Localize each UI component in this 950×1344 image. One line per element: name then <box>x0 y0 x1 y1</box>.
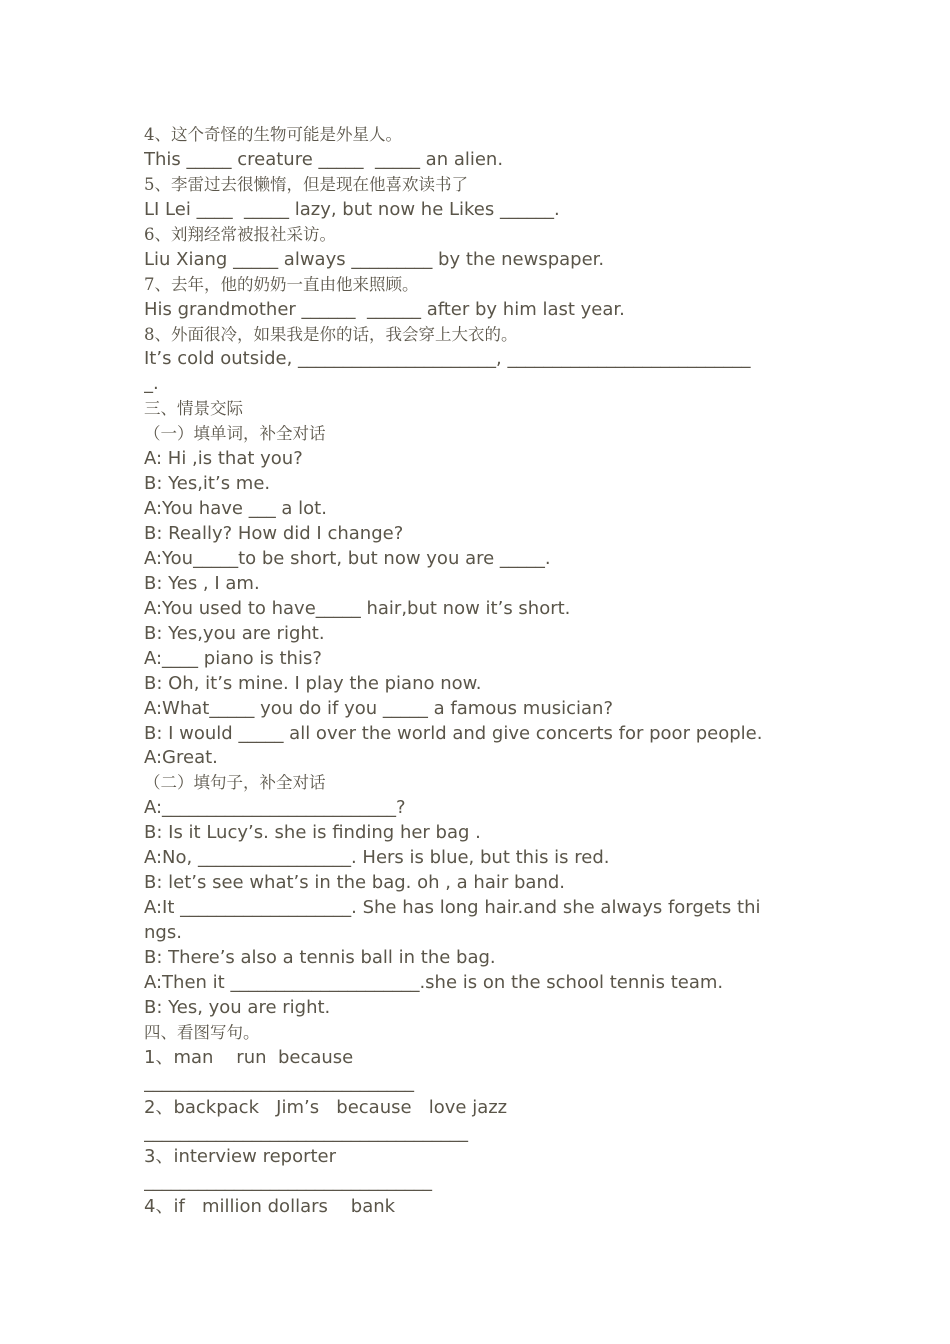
dialogue-1-line: B: Yes,you are right. <box>144 622 325 644</box>
dialogue-2-line: A:Then it _____________________.she is on the school tennis team. <box>144 971 724 993</box>
question-6-chinese: 6、刘翔经常被报社采访。 <box>144 224 336 244</box>
dialogue-2-line: B: Yes, you are right. <box>144 996 331 1018</box>
dialogue-2-line: B: Is it Lucy’s. she is finding her bag . <box>144 822 481 844</box>
section-4-heading: 四、看图写句。 <box>144 1022 260 1042</box>
picture-prompt-3: 3、interview reporter <box>144 1146 337 1168</box>
picture-prompt-2: 2、backpack Jim’s because love jazz <box>144 1096 508 1118</box>
question-8-chinese: 8、外面很冷，如果我是你的话，我会穿上大衣的。 <box>144 324 518 344</box>
dialogue-1-line: A:You have ___ a lot. <box>144 498 327 520</box>
section-3-part-1-heading: （一）填单词，补全对话 <box>144 424 326 444</box>
dialogue-1-line: A:What_____ you do if you _____ a famous musician? <box>144 697 613 719</box>
dialogue-2-line: A:It ___________________. She has long hair.and she always forgets thi <box>144 897 761 919</box>
dialogue-1-line: B: Yes , I am. <box>144 572 260 594</box>
question-6-english: Liu Xiang _____ always _________ by the newspaper. <box>144 248 605 270</box>
dialogue-1-line: A: Hi ,is that you? <box>144 448 303 470</box>
dialogue-2-line: A:__________________________? <box>144 797 406 819</box>
question-5-english: LI Lei ____ _____ lazy, but now he Likes ______. <box>144 198 560 220</box>
answer-blank-2: ____________________________________ <box>144 1121 468 1143</box>
answer-blank-1: ______________________________ <box>144 1071 414 1093</box>
dialogue-1-line: A:You_____to be short, but now you are _____. <box>144 547 551 569</box>
dialogue-1-line: B: Oh, it’s mine. I play the piano now. <box>144 672 482 694</box>
dialogue-1-line: B: Yes,it’s me. <box>144 473 271 495</box>
dialogue-1-line: B: I would _____ all over the world and give concerts for poor people. <box>144 722 763 744</box>
question-4-chinese: 4、这个奇怪的生物可能是外星人。 <box>144 125 402 144</box>
dialogue-1-line: A:You used to have_____ hair,but now it’s short. <box>144 597 571 619</box>
question-7-chinese: 7、去年，他的奶奶一直由他来照顾。 <box>144 274 419 294</box>
answer-blank-3: ________________________________ <box>144 1171 432 1193</box>
picture-prompt-1: 1、man run because <box>144 1046 354 1068</box>
dialogue-2-line: B: There’s also a tennis ball in the bag. <box>144 946 496 968</box>
dialogue-2-line: A:No, _________________. Hers is blue, but this is red. <box>144 847 610 869</box>
question-8-english: It’s cold outside, ______________________, ___________________________ <box>144 348 751 370</box>
dialogue-1-line: A:____ piano is this? <box>144 647 322 669</box>
question-4-english: This _____ creature _____ _____ an alien. <box>144 148 504 170</box>
section-3-heading: 三、情景交际 <box>144 399 243 419</box>
question-5-chinese: 5、李雷过去很懒惰，但是现在他喜欢读书了 <box>144 174 468 194</box>
dialogue-1-line: A:Great. <box>144 747 218 769</box>
section-3-part-2-heading: （二）填句子，补全对话 <box>144 773 326 793</box>
picture-prompt-4: 4、if million dollars bank <box>144 1196 396 1218</box>
dialogue-2-line-continued: ngs. <box>144 922 182 943</box>
dialogue-2-line: B: let’s see what’s in the bag. oh , a hair band. <box>144 872 566 894</box>
dialogue-1-line: B: Really? How did I change? <box>144 523 404 544</box>
document-page <box>144 123 814 1220</box>
question-8-english-continued: _. <box>144 373 159 395</box>
question-7-english: His grandmother ______ ______ after by him last year. <box>144 298 625 320</box>
